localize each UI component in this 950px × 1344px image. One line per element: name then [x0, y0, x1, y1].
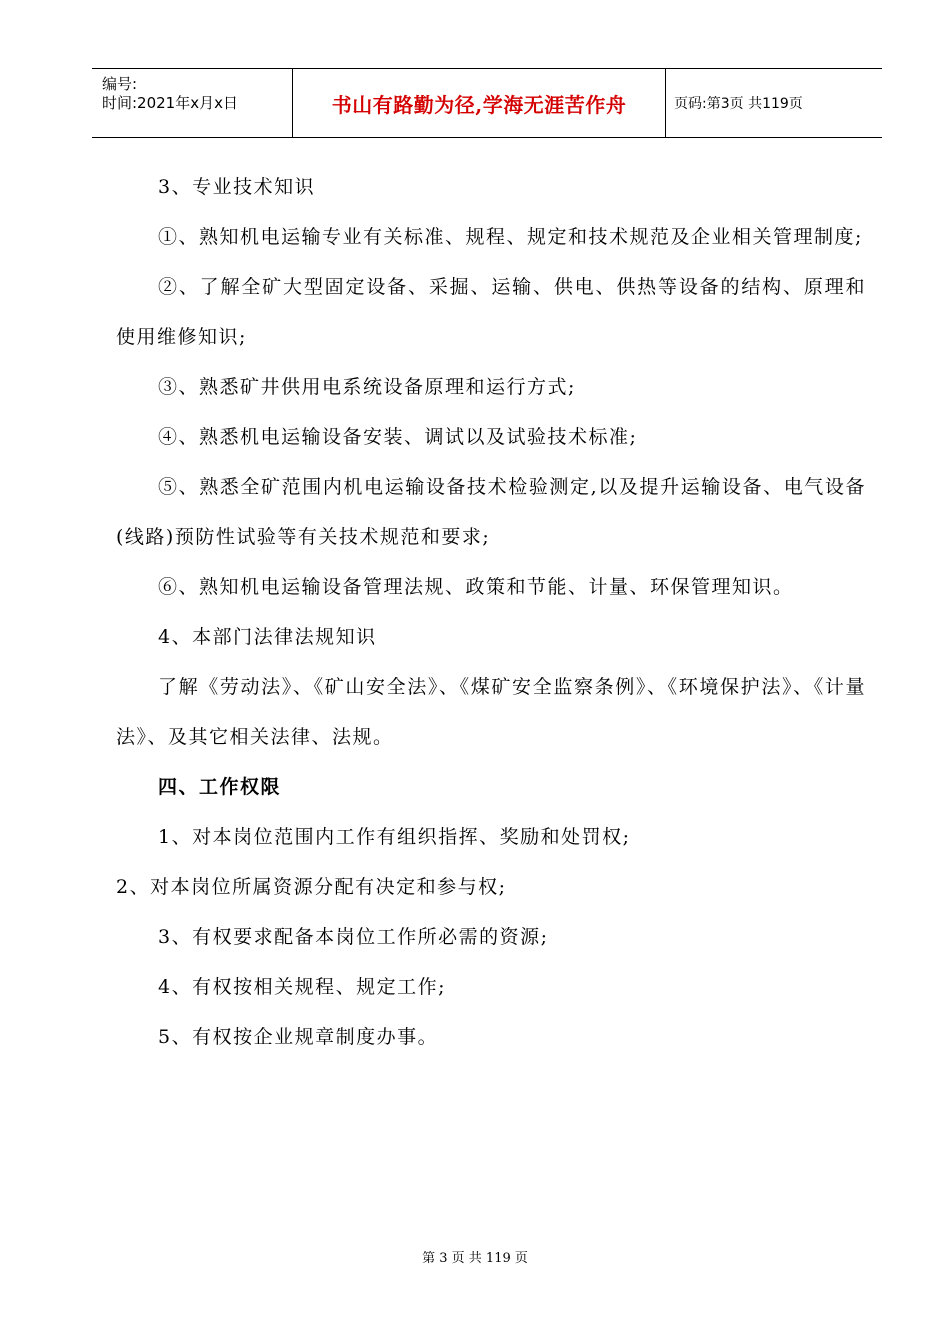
paragraph: 了解《劳动法》、《矿山安全法》、《煤矿安全监察条例》、《环境保护法》、《计量法》、及其它相关法律、法规。	[116, 676, 866, 748]
paragraph: 3、专业技术知识	[158, 176, 316, 198]
header-motto: 书山有路勤为径,学海无涯苦作舟	[331, 92, 627, 117]
header-divider	[665, 69, 666, 137]
time-label: 时间:2021年x月x日	[102, 94, 238, 112]
section-heading: 四、工作权限	[158, 776, 282, 798]
paragraph: 2、对本岗位所属资源分配有决定和参与权;	[116, 876, 507, 898]
header-page-info: 页码:第3页 共119页	[674, 96, 803, 112]
paragraph: ②、了解全矿大型固定设备、采掘、运输、供电、供热等设备的结构、原理和使用维修知识;	[116, 276, 866, 348]
paragraph: ③、熟悉矿井供用电系统设备原理和运行方式;	[158, 376, 576, 398]
paragraph: 4、本部门法律法规知识	[158, 626, 377, 648]
document-header	[92, 68, 882, 138]
paragraph: ④、熟悉机电运输设备安装、调试以及试验技术标准;	[158, 426, 638, 448]
paragraph: 4、有权按相关规程、规定工作;	[158, 976, 446, 998]
page-footer: 第 3 页 共 119 页	[422, 1251, 528, 1266]
header-meta	[102, 75, 238, 113]
paragraph: ⑤、熟悉全矿范围内机电运输设备技术检验测定,以及提升运输设备、电气设备(线路)预防性试验等有关技术规范和要求;	[116, 476, 866, 548]
paragraph: ⑥、熟知机电运输设备管理法规、政策和节能、计量、环保管理知识。	[158, 576, 794, 598]
paragraph: 5、有权按企业规章制度办事。	[158, 1026, 439, 1048]
paragraph: 3、有权要求配备本岗位工作所必需的资源;	[158, 926, 549, 948]
number-label: 编号:	[102, 75, 138, 93]
paragraph: 1、对本岗位范围内工作有组织指挥、奖励和处罚权;	[158, 826, 631, 848]
document-body	[116, 162, 866, 1062]
paragraph: ①、熟知机电运输专业有关标准、规程、规定和技术规范及企业相关管理制度;	[158, 226, 863, 248]
